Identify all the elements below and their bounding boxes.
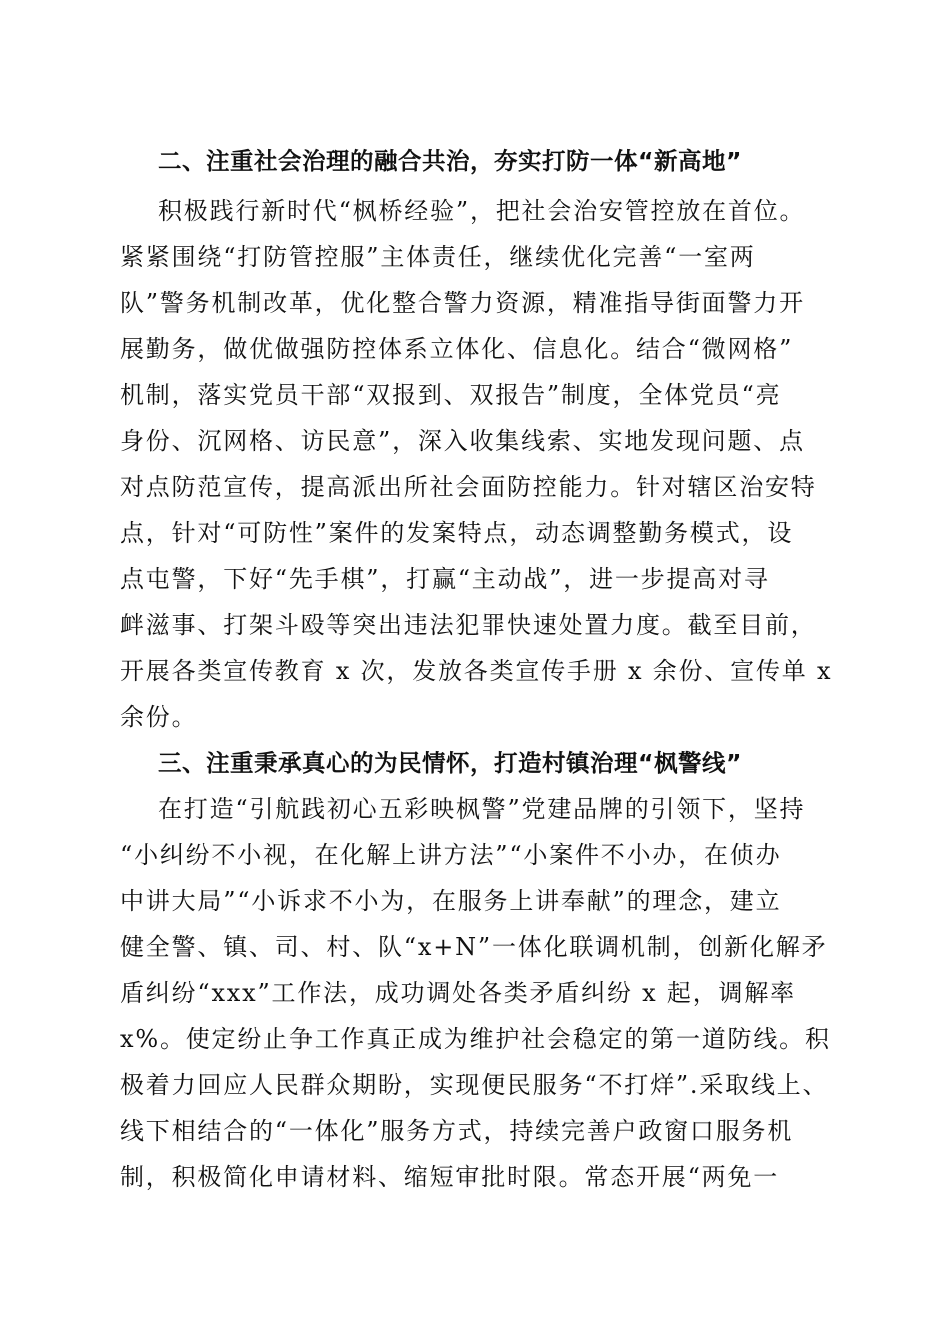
paragraph-line: 盾纠纷“xxx”工作法，成功调处各类矛盾纠纷 x 起，调解率: [120, 979, 796, 1007]
paragraph-line: 极着力回应人民群众期盼，实现便民服务“不打烊”.采取线上、: [120, 1071, 829, 1099]
paragraph-line: 机制，落实党员干部“双报到、双报告”制度，全体党员“亮: [120, 381, 782, 409]
paragraph-line: 衅滋事、打架斗殴等突出违法犯罪快速处置力度。截至目前，: [120, 611, 817, 639]
paragraph-line: 中讲大局”“小诉求不小为，在服务上讲奉献”的理念，建立: [120, 887, 782, 915]
paragraph-line: 线下相结合的“一体化”服务方式，持续完善户政窗口服务机: [120, 1117, 794, 1145]
paragraph-line: 点，针对“可防性”案件的发案特点，动态调整勤务模式，设: [120, 519, 794, 547]
paragraph-line: “小纠纷不小视，在化解上讲方法”“小案件不小办，在侦办: [120, 841, 782, 869]
paragraph-line: x%。使定纷止争工作真正成为维护社会稳定的第一道防线。积: [120, 1025, 831, 1053]
paragraph-line: 身份、沉网格、访民意”，深入收集线索、实地发现问题、点: [120, 427, 805, 455]
paragraph-line: 点屯警，下好“先手棋”，打赢“主动战”，进一步提高对寻: [120, 565, 770, 593]
paragraph-line: 余份。: [120, 703, 198, 731]
paragraph-line: 健全警、镇、司、村、队“x+N”一体化联调机制，创新化解矛: [120, 933, 828, 961]
paragraph-line: 展勤务，做优做强防控体系立体化、信息化。结合“微网格”: [120, 335, 794, 363]
paragraph-line: 在打造“引航践初心五彩映枫警”党建品牌的引领下，坚持: [158, 795, 806, 823]
section-heading-3: 三、注重秉承真心的为民情怀，打造村镇治理“枫警线”: [158, 749, 742, 777]
paragraph-line: 紧紧围绕“打防管控服”主体责任，继续优化完善“一室两: [120, 243, 756, 271]
section-heading-2: 二、注重社会治理的融合共治，夯实打防一体“新高地”: [158, 147, 742, 175]
paragraph-line: 对点防范宣传，提高派出所社会面防控能力。针对辖区治安特: [120, 473, 817, 501]
paragraph-line: 开展各类宣传教育 x 次，发放各类宣传手册 x 余份、宣传单 x: [120, 657, 833, 685]
paragraph-line: 队”警务机制改革，优化整合警力资源，精准指导街面警力开: [120, 289, 805, 317]
paragraph-line: 积极践行新时代“枫桥经验”，把社会治安管控放在首位。: [158, 197, 806, 225]
paragraph-line: 制，积极简化申请材料、缩短审批时限。常态开展“两免一: [120, 1163, 780, 1191]
